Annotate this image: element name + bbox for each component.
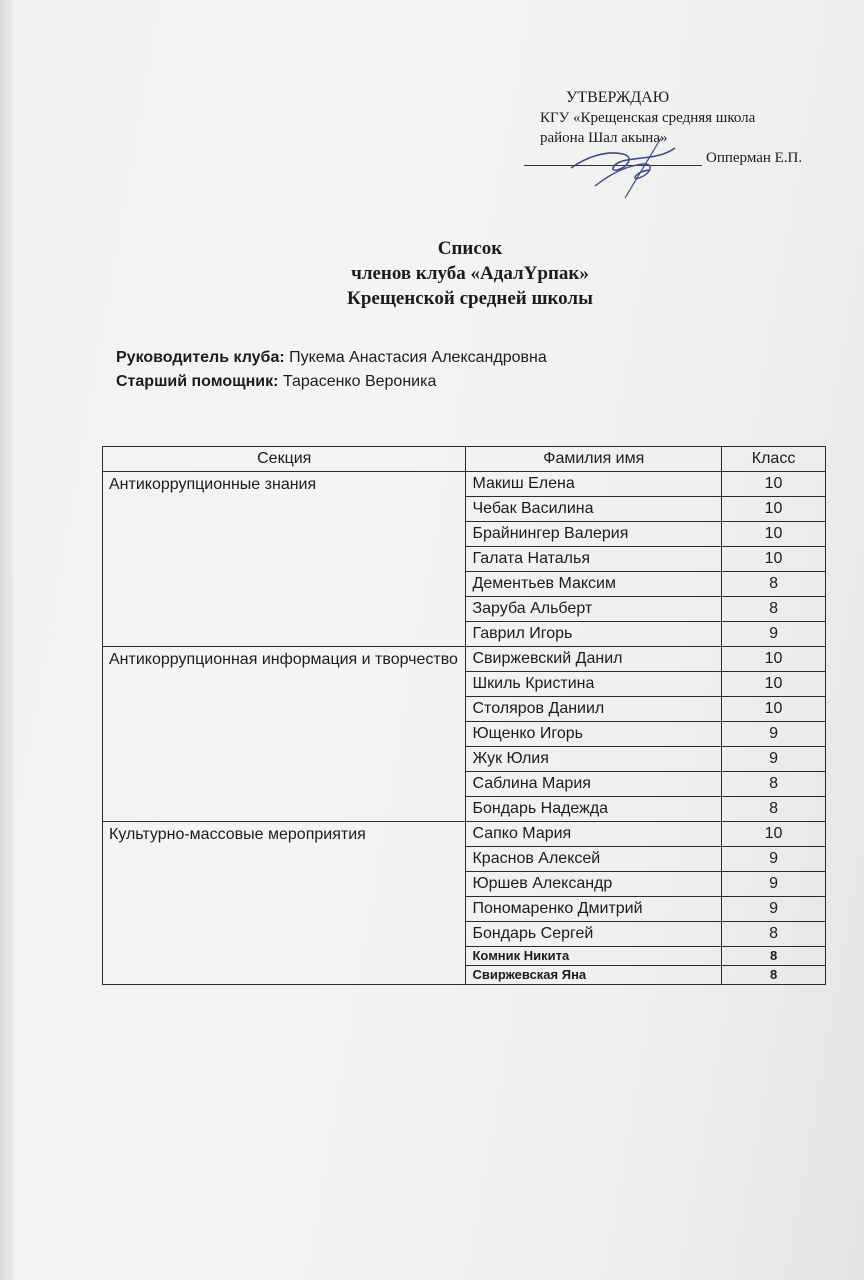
- member-grade: 8: [722, 797, 826, 822]
- document-heading: [150, 236, 790, 311]
- page-fold-shadow: [0, 0, 14, 1280]
- member-name: Бондарь Надежда: [466, 797, 722, 822]
- member-name: Краснов Алексей: [466, 847, 722, 872]
- member-name: Свиржевский Данил: [466, 647, 722, 672]
- member-name: Дементьев Максим: [466, 572, 722, 597]
- members-table: [102, 446, 826, 985]
- member-name: Гаврил Игорь: [466, 622, 722, 647]
- approval-org-line1: КГУ «Крещенская средняя школа: [540, 110, 756, 126]
- member-grade: 10: [722, 472, 826, 497]
- section-name: Антикоррупционные знания: [103, 472, 466, 647]
- member-grade: 8: [722, 922, 826, 947]
- handwritten-signature: [565, 128, 695, 200]
- member-grade: 10: [722, 647, 826, 672]
- member-name: Шкиль Кристина: [466, 672, 722, 697]
- section-name: Антикоррупционная информация и творчество: [103, 647, 466, 822]
- table-row: [103, 647, 826, 672]
- member-name: Заруба Альберт: [466, 597, 722, 622]
- heading-line3: Крещенской средней школы: [347, 288, 593, 309]
- member-grade: 10: [722, 497, 826, 522]
- member-grade: 9: [722, 872, 826, 897]
- member-name: Саблина Мария: [466, 772, 722, 797]
- member-grade: 8: [722, 947, 826, 966]
- member-grade: 9: [722, 747, 826, 772]
- member-name: Макиш Елена: [466, 472, 722, 497]
- member-grade: 8: [722, 966, 826, 985]
- member-grade: 8: [722, 572, 826, 597]
- member-name: Юршев Александр: [466, 872, 722, 897]
- member-grade: 8: [722, 597, 826, 622]
- member-grade: 10: [722, 672, 826, 697]
- member-grade: 9: [722, 722, 826, 747]
- member-name: Пономаренко Дмитрий: [466, 897, 722, 922]
- member-name: Чебак Василина: [466, 497, 722, 522]
- heading-line1: Список: [437, 238, 503, 259]
- member-name: Столяров Даниил: [466, 697, 722, 722]
- heading-line2: членов клуба «АдалҮрпак»: [351, 263, 589, 284]
- table-row: [103, 822, 826, 847]
- approval-org-line2: района Шал акына»: [540, 130, 668, 146]
- table-header-row: [103, 447, 826, 472]
- member-grade: 10: [722, 522, 826, 547]
- leader-row: [116, 346, 547, 370]
- member-grade: 9: [722, 897, 826, 922]
- leader-label: Руководитель клуба:: [116, 349, 285, 366]
- approval-title: УТВЕРЖДАЮ: [566, 89, 670, 106]
- assistant-row: [116, 370, 547, 394]
- member-name: Жук Юлия: [466, 747, 722, 772]
- assistant-name: Тарасенко Вероника: [282, 373, 437, 390]
- leader-name: Пукема Анастасия Александровна: [289, 349, 547, 366]
- member-name: Брайнингер Валерия: [466, 522, 722, 547]
- table-body: [103, 472, 826, 985]
- section-name: Культурно-массовые мероприятия: [103, 822, 466, 985]
- member-grade: 8: [722, 772, 826, 797]
- member-name: Свиржевская Яна: [466, 966, 722, 985]
- member-name: Сапко Мария: [466, 822, 722, 847]
- member-grade: 9: [722, 847, 826, 872]
- assistant-label: Старший помощник:: [116, 373, 279, 390]
- member-grade: 9: [722, 622, 826, 647]
- member-name: Комник Никита: [466, 947, 722, 966]
- approval-signer: Опперман Е.П.: [706, 150, 803, 166]
- header-section: Секция: [103, 447, 466, 472]
- table-row: [103, 472, 826, 497]
- member-grade: 10: [722, 822, 826, 847]
- header-grade: Класс: [722, 447, 826, 472]
- member-grade: 10: [722, 697, 826, 722]
- member-name: Бондарь Сергей: [466, 922, 722, 947]
- header-name: Фамилия имя: [466, 447, 722, 472]
- member-name: Галата Наталья: [466, 547, 722, 572]
- member-grade: 10: [722, 547, 826, 572]
- member-name: Ющенко Игорь: [466, 722, 722, 747]
- club-staff: [116, 346, 547, 394]
